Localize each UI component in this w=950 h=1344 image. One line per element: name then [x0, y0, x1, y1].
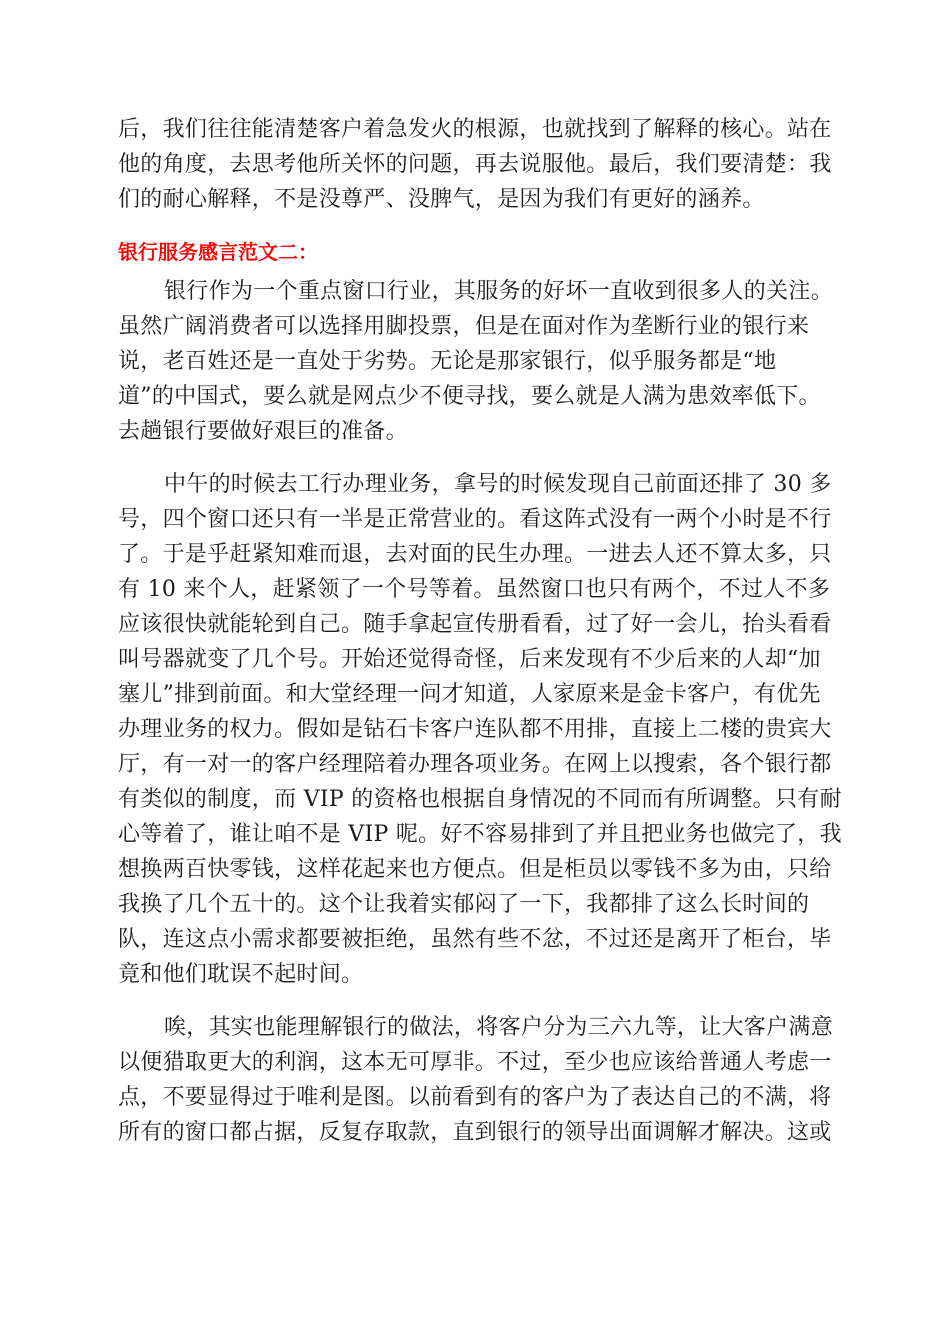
text-line: 应该很快就能轮到自己。随手拿起宣传册看看，过了好一会儿，抬头看看 — [118, 612, 832, 637]
text-line: 有类似的制度，而 VIP 的资格也根据自身情况的不同而有所调整。只有耐 — [118, 787, 842, 812]
text-line: 厅，有一对一的客户经理陪着办理各项业务。在网上以搜索，各个银行都 — [118, 752, 832, 777]
text-line: 道”的中国式，要么就是网点少不便寻找，要么就是人满为患效率低下。 — [118, 384, 821, 409]
text-line: 了。于是乎赶紧知难而退，去对面的民生办理。一进去人还不算太多，只 — [118, 542, 832, 567]
text-line: 以便猎取更大的利润，这本无可厚非。不过，至少也应该给普通人考虑一 — [118, 1050, 832, 1075]
text-line: 去趟银行要做好艰巨的准备。 — [118, 419, 408, 444]
text-line: 唉，其实也能理解银行的做法，将客户分为三六九等，让大客户满意 — [164, 1015, 834, 1040]
text-line: 说，老百姓还是一直处于劣势。无论是那家银行，似乎服务都是“地 — [118, 349, 777, 374]
text-line: 所有的窗口都占据，反复存取款，直到银行的领导出面调解才解决。这或 — [118, 1120, 832, 1145]
text-line: 中午的时候去工行办理业务，拿号的时候发现自己前面还排了 30 多 — [164, 472, 832, 497]
text-line: 号，四个窗口还只有一半是正常营业的。看这阵式没有一两个小时是不行 — [118, 507, 832, 532]
paragraph-1 — [118, 112, 832, 217]
paragraph-3 — [118, 467, 842, 992]
text-line: 后，我们往往能清楚客户着急发火的根源，也就找到了解释的核心。站在 — [118, 117, 832, 142]
text-line: 们的耐心解释，不是没尊严、没脾气，是因为我们有更好的涵养。 — [118, 187, 765, 212]
paragraph-4 — [118, 1010, 832, 1150]
text-line: 虽然广阔消费者可以选择用脚投票，但是在面对作为垄断行业的银行来 — [118, 314, 810, 339]
text-line: 银行作为一个重点窗口行业，其服务的好坏一直收到很多人的关注。 — [164, 279, 834, 304]
text-line: 叫号器就变了几个号。开始还觉得奇怪，后来发现有不少后来的人却“加 — [118, 647, 821, 672]
text-line: 他的角度，去思考他所关怀的问题，再去说服他。最后，我们要清楚：我 — [118, 152, 832, 177]
text-line: 竟和他们耽误不起时间。 — [118, 962, 364, 987]
text-line: 心等着了，谁让咱不是 VIP 呢。好不容易排到了并且把业务也做完了，我 — [118, 822, 842, 847]
text-line: 有 10 来个人，赶紧领了一个号等着。虽然窗口也只有两个，不过人不多 — [118, 577, 831, 602]
text-line: 办理业务的权力。假如是钻石卡客户连队都不用排，直接上二楼的贵宾大 — [118, 717, 832, 742]
text-line: 队，连这点小需求都要被拒绝，虽然有些不忿，不过还是离开了柜台，毕 — [118, 927, 832, 952]
text-line: 点，不要显得过于唯利是图。以前看到有的客户为了表达自己的不满，将 — [118, 1085, 832, 1110]
text-line: 塞儿”排到前面。和大堂经理一问才知道，人家原来是金卡客户，有优先 — [118, 682, 821, 707]
text-line: 我换了几个五十的。这个让我着实郁闷了一下，我都排了这么长时间的 — [118, 892, 810, 917]
section-heading: 银行服务感言范文二： — [118, 240, 318, 264]
paragraph-2 — [118, 274, 832, 449]
document-body — [118, 112, 842, 1168]
text-line: 想换两百快零钱，这样花起来也方便点。但是柜员以零钱不多为由，只给 — [118, 857, 832, 882]
